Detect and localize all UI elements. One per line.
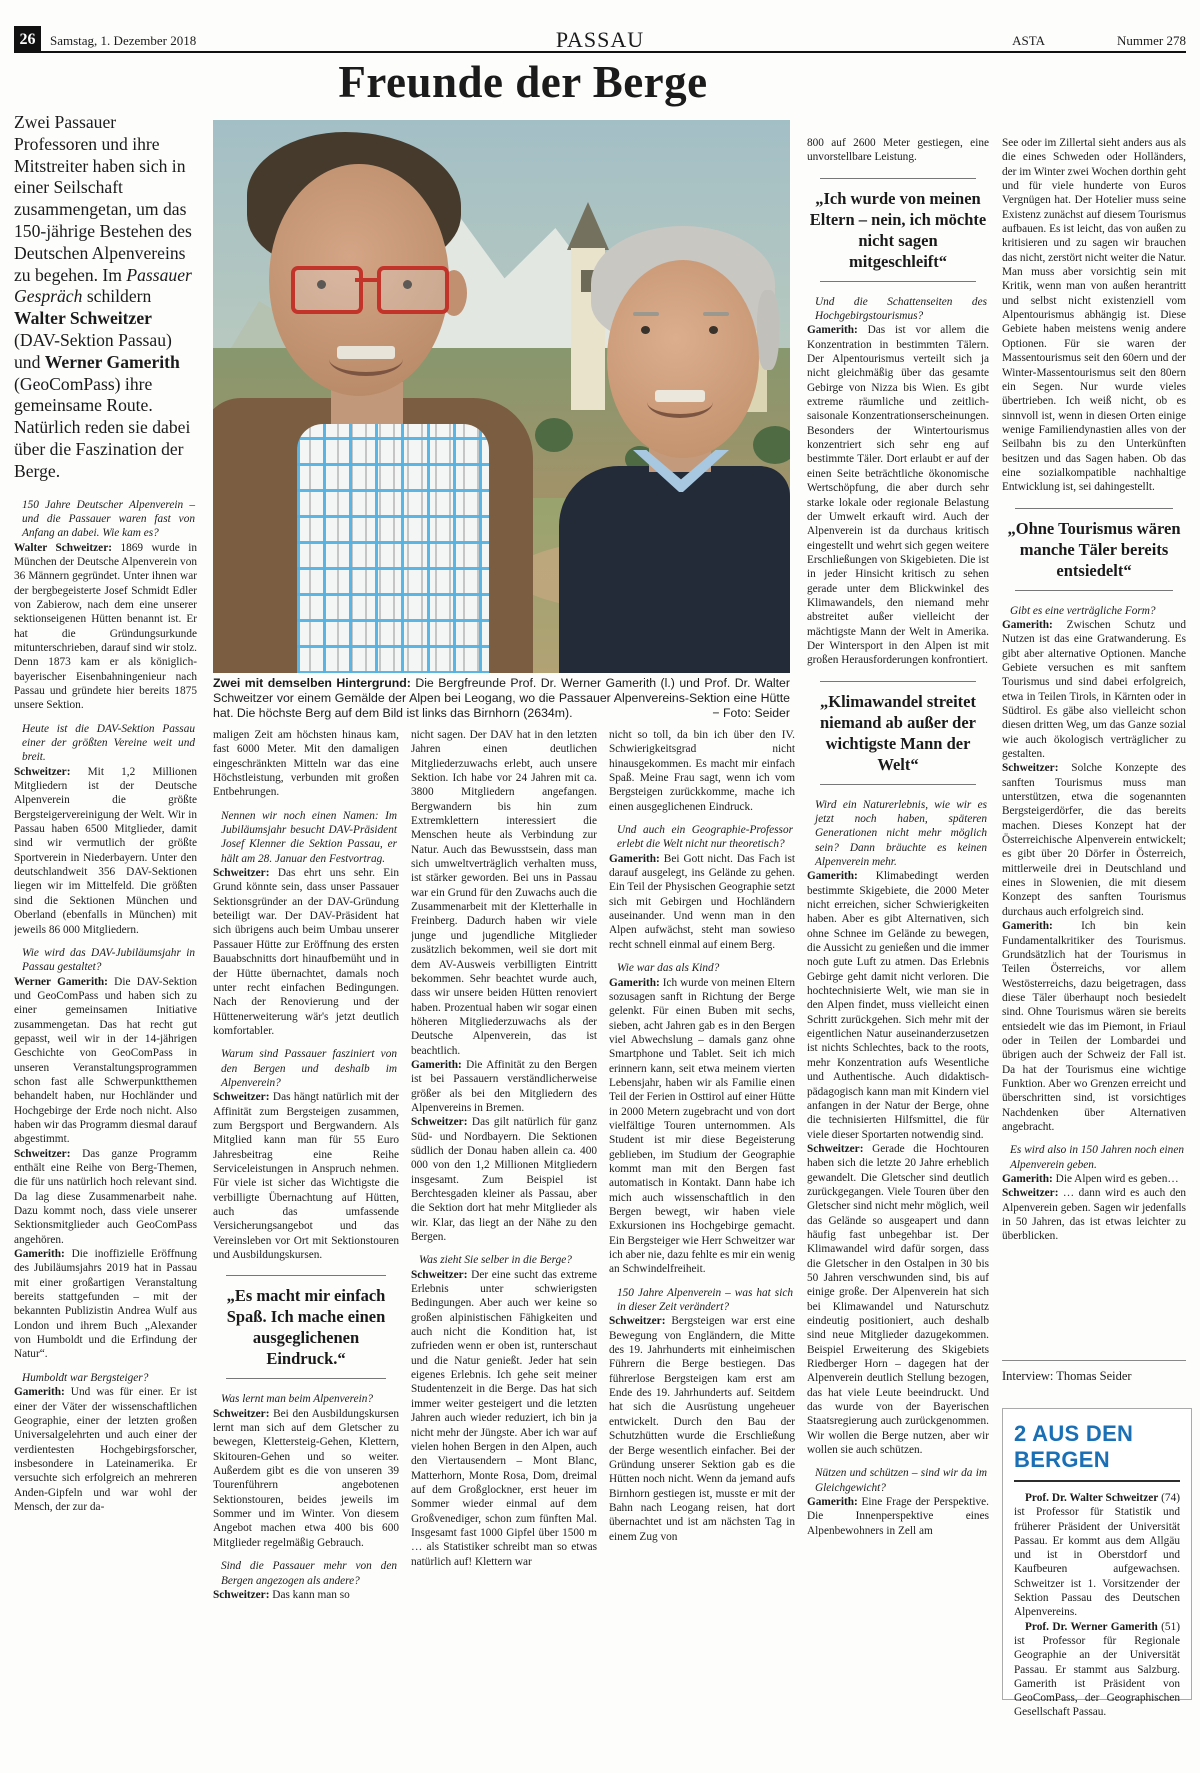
- red-glasses-lens: [377, 266, 449, 314]
- article-paragraph: Werner Gamerith: Die DAV-Sektion und GeoComPass und haben sich zu einer gemeinsamen Initiative zusammengetan. Das hat recht gut gepasst, weil wir in der 14-jährigen Geschichte von GeoComPass in unseren Veranstaltungsprogrammen schon fast alle Schwerpunktthemen behandelt haben, nur Hochländer und Hochgebirge der Erde noch nicht. Also haben wir das Programm diesmal darauf abgestimmt.: [14, 975, 197, 1146]
- page-number: 26: [14, 26, 41, 53]
- photo-caption: [213, 676, 790, 721]
- pull-quote: „Ich wurde von meinen Eltern – nein, ich möchte nicht sagen mitgeschleift“: [807, 178, 989, 282]
- article-paragraph: See oder im Zillertal sieht anders aus als die eines Schweden oder Holländers, der im Winter zwei Wochen dorthin geht und für viele hunderte von Euros Vergnügen hat. Der Hotelier muss seine Existenz zunächst auf diesem Tourismus aufbauen. Es ist leicht, das von außen zu kritisieren und zu sagen wir brauchen das nicht, zerstört nicht weiter die Natur. Man muss aber vorsichtig sein mit Kritik, wenn man von außen herantritt und selbst nicht existenziell vom Alpentourismus abhängig ist. Diese Gebiete haben meistens wenig andere Optionen. Für sie waren der Massentourismus seit den 60ern und der Winter-Massentourismus seit den 80ern ein Segen. Nur wurde vieles übertrieben. Ich weiß nicht, ob es sinnvoll ist, wenn in diesen Orten einige wenige Familiendynastien alles von der Seilbahn bis zu den Unterkünften besitzen und das Sagen haben. Ob das eine sozialkompatible nachhaltige Entwicklung ist, sei dahingestellt.: [1002, 137, 1186, 494]
- interview-question: Was lernt man beim Alpenverein?: [221, 1393, 374, 1406]
- article-paragraph: Gamerith: Bei Gott nicht. Das Fach ist darauf ausgelegt, ins Gelände zu gehen. Ein Teil der Physischen Geographie setzt sich mit Gebirgen und Hochländern auseinander. Und wenn man in den Alpen aufwächst, steht man sowieso recht schnell einmal auf einem Berg.: [609, 852, 795, 951]
- article-paragraph: Gamerith: Eine Frage der Perspektive. Die Innenperspektive eines Alpenbewohners in Zell am: [807, 1496, 989, 1537]
- article-paragraph: Gamerith: Klimabedingt werden bestimmte Skigebiete, die 2000 Meter nicht erreichen, sicher Schwierigkeiten haben. Aber es gibt Alternativen, sich ohne Schnee im Gelände zu bewegen, die Aussicht zu genießen und die immer noch gute Luft zu atmen. Das Erlebnis Gebirge geht damit nicht verloren. Die hochtechnisierte Welt, wie man sie in den Alpen findet, muss vielleicht einen Schritt zurückgehen. Sich mehr mit der eigentlichen Natur auseinanderzusetzen ist nichts Schlechtes, back to the roots, mehr Konzentration aufs Wesentliche und Authentische. Auch didaktisch-pädagogisch kann man mit Kindern viel anfangen in der Natur der Berge, ohne die technisierten Hilfsmittel, die für viele dieser Sportarten notwendig sind.: [807, 870, 989, 1141]
- interview-question: Nützen und schützen – sind wir da im Gleichgewicht?: [815, 1467, 987, 1494]
- column-4: [609, 728, 795, 1768]
- article-paragraph: Gamerith: Das ist vor allem die Konzentration in bestimmten Tälern. Der Alpentourismus verteilt sich ja nicht gleichmäßig über das gesamte Gebirge von Nizza bis Wien. Es gibt extreme räumliche und zeitlich-saisonale Konzentrationserscheinungen. Besonders der Wintertourismus konzentriert sich sehr eng auf bestimmte Täler. Dort erlaubt er auf der einen Seite beträchtliche ökonomische Wertschöpfung, die aber durch sehr starke lokale oder regionale Belastung der Umwelt erkauft wird. Auch der Alpenverein ist da durchaus kritisch eingestellt und wehrt sich gegen weitere Erschließungen von Skigebieten. Die ist in jeder Hinsicht kritisch zu sehen gerade unter dem Blickwinkel des Klimawandels, den niemand mehr abstreitet außer vielleicht der mächtigste Mann der Welt in Amerika. Der Wintersport in den Alpen ist mit großen Herausforderungen konfrontiert.: [807, 324, 989, 667]
- man-right-eye: [709, 326, 718, 334]
- article-paragraph: Gamerith: Die inoffizielle Eröffnung des Jubiläumsjahrs 2019 hat in Passau mit einer großartigen Veranstaltung bereits stattgefunden – mit der bekannten Publizistin Andrea Wulf aus London und ihrem Buch „Alexander von Humboldt und die Erfindung der Natur“.: [14, 1248, 197, 1361]
- column-1: [14, 112, 197, 1767]
- interview-question: Wird ein Naturerlebnis, wie wir es jetzt noch haben, späteren Generationen nicht mehr möglich sein? Dann bräuchte es keinen Alpenverein mehr.: [815, 798, 987, 868]
- red-glasses-lens: [291, 266, 363, 314]
- man-left-smile: [329, 342, 403, 376]
- painting-tree: [753, 426, 790, 464]
- article-paragraph: Schweitzer: … dann wird es auch den Alpenverein geben. Sagen wir jedenfalls in 50 Jahren, das ist etwas leichter zu überblicken.: [1002, 1187, 1186, 1243]
- column-6: [1002, 136, 1186, 1354]
- article-photo: [213, 120, 790, 673]
- interview-question: Sind die Passauer mehr von den Bergen angezogen als andere?: [221, 1560, 397, 1587]
- article-paragraph: Schweitzer: Das ganze Programm enthält eine Reihe von Berg-Themen, die für uns natürlich hoch relevant sind. Da lag diese Zusammenarbeit nahe. Dazu kommt noch, dass viele unserer Sektionsmitglieder auch GeoComPass angehören.: [14, 1147, 197, 1246]
- article-paragraph: Gamerith: Zwischen Schutz und Nutzen ist das eine Gratwanderung. Es gibt aber alternative Optionen. Manche Gebiete versuchen es mit sanftem Tourismus und sind dabei erfolgreich, etwa in Teilen Tirols, in Kärnten oder in Südtirol. Es gäbe also vielleicht schon diesen dritten Weg, um das Ganze sozial wie auch ökologisch verträglicher zu gestalten.: [1002, 618, 1186, 761]
- article-paragraph: Walter Schweitzer: 1869 wurde in München der Deutsche Alpenverein von 36 Männern gegründet. Unter ihnen war der bergbegeisterte Josef Schmidt Edler von Zabierow, nach dem eine unserer sektionseigenen Hütten benannt ist. Er hat die Gründungsurkunde mitunterschrieben, darauf sind wir stolz. Denn 1873 kam er als königlich-bayerischer Eisenbahningenieur nach Passau und gründete hier bereits 1875 unsere Sektion.: [14, 541, 197, 712]
- info-box-title: 2 AUS DEN BERGEN: [1014, 1421, 1180, 1482]
- article-headline: Freunde der Berge: [338, 57, 708, 107]
- pull-quote: „Es macht mir einfach Spaß. Ich mache einen ausgeglichenen Eindruck.“: [213, 1275, 399, 1379]
- column-3: [411, 728, 597, 1768]
- red-glasses-bridge: [355, 278, 377, 282]
- interview-question: Es wird also in 150 Jahren noch einen Alpenverein geben.: [1010, 1144, 1184, 1171]
- photo-credit: − Foto: Seider: [712, 706, 790, 720]
- article-paragraph: Schweitzer: Das gilt natürlich für ganz Süd- und Nordbayern. Die Sektionen südlich der Donau haben allein ca. 400 000 von den 1,2 Millionen Mitgliedern insgesamt. Zum Beispiel ist Berchtesgaden kleiner als Passau, aber die Sektion dort hat mehr Mitglieder als wir. Klar, das liegt an der Nähe zu den Bergen.: [411, 1116, 597, 1244]
- info-box-aus-den-bergen: [1002, 1408, 1192, 1719]
- man-right-smile: [647, 386, 713, 418]
- interview-question: Nennen wir noch einen Namen: Im Jubiläumsjahr besucht DAV-Präsident Josef Klenner die Sektion Passau, er hält am 28. Januar den Festvortrag.: [221, 809, 397, 865]
- article-paragraph: Gamerith: Die Alpen wird es geben…: [1002, 1173, 1179, 1185]
- article-paragraph: Schweitzer: Das kann man so: [213, 1588, 350, 1601]
- man-right-eye: [641, 326, 650, 334]
- article-paragraph: Prof. Dr. Walter Schweitzer (74) ist Professor für Statistik und früherer Präsident der Universität Passau. Er kommt aus dem Allgäu und ist in Oberstdorf und Kaufbeuren aufgewachsen. Schweitzer ist 1. Vorsitzender der Sektion Passau des Deutschen Alpenvereins.: [1014, 1492, 1180, 1619]
- article-paragraph: Schweitzer: Gerade die Hochtouren haben sich die letzte 20 Jahre erheblich gewandelt. Die Gletscher sind deutlich zurückgegangen. Viele Touren über den Gletscher sind nicht mehr möglich, weil das Gelände so ausgeapert und dann häufig fast unbegehbar ist. Der Klimawandel wird dafür sorgen, dass die Gletscher in den Ostalpen in 30 bis 50 Jahren verschwunden sind, bis auf einige große. Der Alpenverein hat sich bei Klimawandel und Naturschutz eindeutig positioniert, auch deshalb sind neue Mitglieder dazugekommen. Beispiel Erweiterung des Skigebiets Riedberger Horn – dagegen hat der Alpenverein deutlich Stellung bezogen, das hat viele Leute beeindruckt. Und das wurde von der Bayerischen Staatsregierung auch zurückgenommen. Wir wollen die Berge nutzen, aber wir wollen sie auch schützen.: [807, 1142, 989, 1457]
- article-paragraph: nicht sagen. Der DAV hat in den letzten Jahren einen deutlichen Mitgliederzuwachs erlebt, auch unsere Sektion. Ich habe vor 24 Jahren mit ca. 3800 Mitgliedern angefangen. Bergwandern bis hin zum Extremklettern interessiert die Menschen heute als Verbindung zur Natur. Auch das Bewusstsein, dass man sich umweltverträglich verhalten muss, ist stärker geworden. Bei uns in Passau war ein Grund für den Zuwachs auch die Zusammenarbeit mit der Kletterhalle in Freinberg. Dadurch haben wir viele junge und jugendliche Mitglieder zusätzlich bekommen, weil sie dort mit dem AV-Ausweis verbilligten Eintritt bekommen. Sehr beachtet wurde auch, dass wir unsere beiden Hütten renoviert haben. Prozentual haben wir sogar einen höheren Mitgliederzuwachs als der Deutsche Alpenverein, das ist beachtlich.: [411, 729, 597, 1057]
- article-paragraph: Schweitzer: Bei den Ausbildungskursen lernt man sich auf dem Gletscher zu bewegen, Klettersteig-Gehen, Klettern, Skitouren-Gehen und so weiter. Außerdem gibt es die von unseren 39 Tourenführern angebotenen Sektionstouren, beides jeweils im Sommer und im Winter. Von diesem Angebot machen etwa 400 bis 600 Mitglieder regelmäßig Gebrauch.: [213, 1407, 399, 1549]
- man-right-hair: [757, 290, 779, 370]
- article-paragraph: maligen Zeit am höchsten hinaus kam, fast 6000 Meter. Mit den damaligen eingeschränkten Mitteln war das eine Höchstleistung, verbunden mit großen Entbehrungen.: [213, 729, 399, 799]
- interview-question: Wie war das als Kind?: [617, 962, 720, 975]
- interview-question: Gibt es eine verträgliche Form?: [1010, 604, 1156, 617]
- man-right-brow: [703, 312, 729, 316]
- interview-question: Und die Schattenseiten des Hochgebirgstourismus?: [815, 295, 987, 323]
- caption-lead: Zwei mit demselben Hintergrund:: [213, 676, 411, 690]
- caption-text: Die Bergfreunde Prof. Dr. Werner Gamerith (l.) und Prof. Dr. Walter Schweitzer vor einem Gemälde der Alpen bei Leogang, wo die Passauer Alpenvereins-Sektion eine Hütte hat. Die höchste Berg auf dem Bild ist links das Birnhorn (2634m).: [213, 676, 790, 720]
- painting-tree: [535, 418, 573, 452]
- article-paragraph: 800 auf 2600 Meter gestiegen, eine unvorstellbare Leistung.: [807, 137, 989, 164]
- article-paragraph: Gamerith: Ich wurde von meinen Eltern sozusagen sanft in Richtung der Berge gelenkt. Für einen Buben mit sechs, sieben, acht Jahren gab es in den Bergen viel Abwechslung – damals ganz ohne Smartphone und Tablet. Seit ich mich erinnern kann, seit etwa meinem vierten Lebensjahr, haben wir als Familie einen Teil der Ferien in Osttirol auf einer Hütte in 2000 Metern zugebracht und von dort vielfältige Touren unternommen. Als Student ist mir diese Begeisterung geblieben, im Studium der Geographie kommt man mit den Bergen fast automatisch in Kontakt. Dann habe ich mich auch wissenschaftlich in den Bergen bewegt, wir haben viele Exkursionen ins Hochgebirge gemacht. Ein Bergsteiger wie Herr Schweitzer war ich aber nie, dazu fehlte es mir ein wenig an Schwindelfreiheit.: [609, 976, 795, 1276]
- article-paragraph: Schweitzer: Solche Konzepte des sanften Tourismus muss man unterstützen, etwa die sogenannten Bergsteigerdörfer, die das bereits machen. Dieses Konzept hat der Österreichische Alpenverein entwickelt; es gibt über 20 Dörfer in Österreich, mittlerweile drei in Deutschland und eines in Slowenien, die mit diesem Konzept des sanften Tourismus durchaus auch erfolgreich sind.: [1002, 762, 1186, 918]
- pull-quote: „Ohne Tourismus wären manche Täler bereits entsiedelt“: [1002, 508, 1186, 591]
- article-paragraph: Gamerith: Und was für einer. Er ist einer der Väter der wissenschaftlichen Geographie, einer der letzten großen Universalgelehrten und auch einer der verdientesten Hochgebirgsforscher, insbesondere in Lateinamerika. Er versuchte sich erfolgreich an mehreren Anden-Gipfeln und war wohl der Mensch, der zur da-: [14, 1386, 197, 1513]
- interview-question: Heute ist die DAV-Sektion Passau einer der größten Vereine weit und breit.: [22, 722, 195, 764]
- header-edition: ASTA: [1012, 33, 1045, 48]
- article-paragraph: Schweitzer: Das hängt natürlich mit der Affinität zum Bergsteigen zusammen, zum Bergsport und Bergwandern. Als Mitglied kann man für 55 Euro Jahresbeitrag eine Reihe Serviceleistungen in Anspruch nehmen. Für viele ist sicher das Wichtigste die verbilligte Übernachtung auf Hütten, auch das umfassende Versicherungsangebot und das Vereinsleben vor Ort mit Sektionstouren und Ausbildungskursen.: [213, 1091, 399, 1262]
- interview-question: 150 Jahre Alpenverein – was hat sich in dieser Zeit verändert?: [617, 1286, 793, 1314]
- header-issue-number: Nummer 278: [1117, 33, 1186, 48]
- article-paragraph: Prof. Dr. Werner Gamerith (51) ist Professor für Regionale Geographie an der Universität Passau. Er stammt aus Salzburg. Gamerith ist Präsident von GeoComPass, der Geographischen Gesellschaft Passau.: [1014, 1620, 1180, 1719]
- article-paragraph: Gamerith: Die Affinität zu den Bergen ist bei Passauern verständlicherweise größer als bei den Mitgliedern des Alpenvereins in Bremen.: [411, 1058, 597, 1114]
- interview-byline: Interview: Thomas Seider: [1002, 1360, 1186, 1384]
- painting-church-spire: [567, 202, 609, 250]
- section-title: PASSAU: [555, 27, 645, 52]
- interview-question: Wie wird das DAV-Jubiläumsjahr in Passau gestaltet?: [22, 946, 195, 974]
- interview-question: Warum sind Passauer fasziniert von den Bergen und deshalb im Alpenverein?: [221, 1048, 397, 1089]
- interview-question: Und auch ein Geographie-Professor erlebt die Welt nicht nur theoretisch?: [617, 824, 793, 851]
- pull-quote: „Klimawandel streitet niemand ab außer der wichtigste Mann der Welt“: [807, 681, 989, 785]
- article-paragraph: Schweitzer: Das ehrt uns sehr. Ein Grund könnte sein, dass unser Passauer Sektionsgründer an der DAV-Gründung beteiligt war. Der DAV-Präsident hat sich übrigens auch beim Umbau unserer Passauer Hütte zur Eröffnung des ersten Bauabschnitts dort hinaufbemüht und in der Hütte übernachtet, damals noch unter recht einfachen Bedingungen. Nach der Renovierung und der Hüttenerweiterung wär's jetzt deutlich komfortabler.: [213, 867, 399, 1037]
- header-date: Samstag, 1. Dezember 2018: [50, 33, 197, 48]
- article-lead-in: Zwei Passauer Professoren und ihre Mitstreiter haben sich in einer Seilschaft zusammengetan, um das 150-jährige Bestehen des Deutschen Alpenvereins zu begehen. Im Passauer Gespräch schildern Walter Schweitzer (DAV-Sektion Passau) und Werner Gamerith (GeoComPass) ihre gemeinsame Route. Natürlich reden sie dabei über die Faszination der Berge.: [14, 112, 192, 481]
- header-rule: [14, 51, 1186, 53]
- article-paragraph: Gamerith: Ich bin kein Fundamentalkritiker des Tourismus. Grundsätzlich hat der Tourismus in Teilen Österreichs, vor allem Westösterreichs, dazu beigetragen, dass diese Täler überhaupt noch besiedelt sind. Ohne Tourismus wären sie bereits entsiedelt wie das im Piemont, in Friaul oder in Teilen der Lombardei und übrigen auch der Schweiz der Fall ist. Da hat der Tourismus eine wichtige Funktion. Aber wo Grenzen erreicht und überschritten sind, ist vorsichtiges Nachdenken über Alternativen angebracht.: [1002, 920, 1186, 1133]
- article-paragraph: nicht so toll, da bin ich über den IV. Schwierigkeitsgrad nicht hinausgekommen. Es macht mir einfach Spaß. Meine Frau sagt, wenn ich vom Bergsteigen zurückkomme, mache ich einen ausgeglichenen Eindruck.: [609, 729, 795, 813]
- info-box-body: [1014, 1491, 1180, 1720]
- article-paragraph: Schweitzer: Mit 1,2 Millionen Mitgliedern ist der Deutsche Alpenverein die größte Bergsteigervereinigung der Welt. Wir in Passau haben 6500 Mitglieder, damit sind wir vermutlich der größte Sportverein in Niederbayern. Unter den deutschlandweit 356 DAV-Sektionen liegen wir im Mittelfeld. Die größten sind die Sektionen München und Oberland (ebenfalls in München) mit jeweils 86 000 Mitgliedern.: [14, 765, 197, 936]
- column-5: [807, 136, 989, 1768]
- article-paragraph: Schweitzer: Bergsteigen war erst eine Bewegung von Engländern, die Mitte des 19. Jahrhunderts mit einheimischen Führern die Berge bestiegen. Das führerlose Bergsteigen kam erst am Ende des 19. Jahrhunderts auf. Seitdem hat sich die Ausrüstung ungeheuer entwickelt. Durch den Bau der Schutzhütten wurde die Erschließung der Berge wesentlich einfacher. Bei der Gründung unserer Sektion gab es die Hütten noch nicht. Wenn da jemand aufs Birnhorn gestiegen ist, musste er mit der Bahn nach Leogang reisen, hat dort übernachtet und ist am nächsten Tag in einem Zug von: [609, 1315, 795, 1543]
- column-2: [213, 728, 399, 1768]
- interview-question: Was zieht Sie selber in die Berge?: [419, 1254, 572, 1267]
- man-right-face: [607, 260, 759, 458]
- interview-question: 150 Jahre Deutscher Alpenverein – und die Passauer waren fast von Anfang an dabei. Wie kam es?: [22, 498, 195, 540]
- article-paragraph: Schweitzer: Der eine sucht das extreme Erlebnis unter schwierigsten Bedingungen. Aber auch wer keine so großen alpinistischen Fähigkeiten und auch nicht die Kondition hat, ist zufrieden wenn er oben ist, runterschaut und die Natur genießt. Jeder hat sein eigenes Erlebnis. Ich gehe seit meiner Studentenzeit in die Berge. Das hat sich immer weiter gesteigert und die letzten Jahren auch wieder reduziert, ich bin ja nicht mehr der Jüngste. Aber ich war auf vielen hohen Bergen in den Alpen, auch den Viertausendern – Mont Blanc, Matterhorn, Monte Rosa, Dom, dreimal auf dem Großglockner, erst heuer im Sommer wieder einmal auf dem Großvenediger, schon zum fünften Mal. Insgesamt fast 1000 Gipfel über 1500 m … als Statistiker schreibt man so etwas natürlich auf! Klettern war: [411, 1268, 597, 1568]
- man-right-sweater: [559, 466, 790, 673]
- man-right-brow: [633, 312, 659, 316]
- interview-question: Humboldt war Bergsteiger?: [22, 1371, 149, 1384]
- man-left-plaid-shirt: [297, 424, 489, 673]
